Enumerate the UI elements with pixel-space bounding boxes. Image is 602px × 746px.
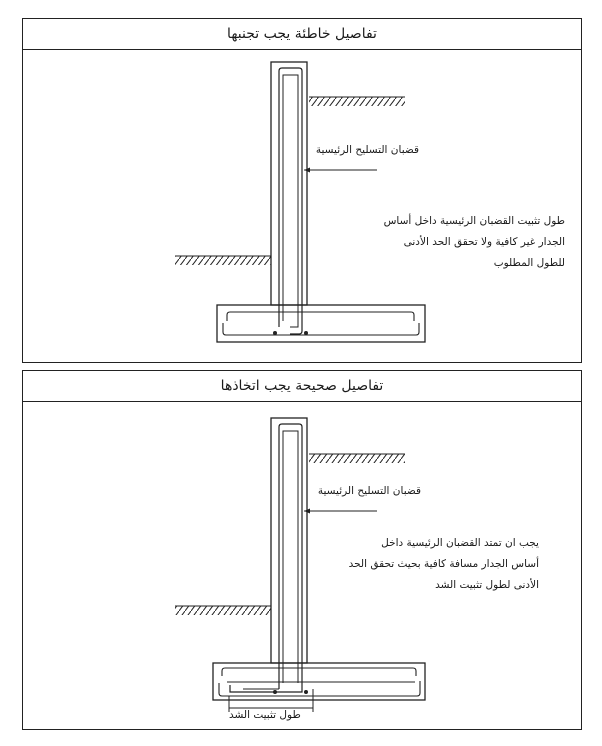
note-line: أساس الجدار مسافة كافية بحيث تحقق الحد — [348, 558, 539, 570]
bar-section-2 — [304, 690, 308, 694]
note-line: الجدار غير كافية ولا تحقق الحد الأدنى — [403, 236, 565, 248]
main-bars-label: قضبان التسليح الرئيسية — [317, 485, 421, 497]
correct-detail-title: تفاصيل صحيحة يجب اتخاذها — [23, 371, 581, 402]
soil-left-hatch — [175, 256, 271, 265]
wrong-detail-title: تفاصيل خاطئة يجب تجنبها — [23, 19, 581, 50]
correct-detail-panel — [22, 370, 582, 730]
footing-bar-top — [227, 312, 414, 321]
bar-section-1 — [273, 690, 277, 694]
note-line: طول تثبيت القضبان الرئيسية داخل أساس — [383, 215, 565, 227]
bar-section-2 — [304, 331, 308, 335]
wrong-detail-note — [384, 211, 565, 274]
footing — [217, 305, 425, 342]
bar-section-1 — [273, 331, 277, 335]
main-reinforcement-bar-inner — [283, 75, 298, 327]
main-reinforcement-bar — [279, 424, 302, 689]
main-reinforcement-bar — [279, 68, 302, 334]
correct-detail-note — [349, 533, 539, 596]
soil-right-hatch — [309, 97, 405, 106]
soil-left-hatch — [175, 606, 271, 615]
soil-right-hatch — [309, 454, 405, 463]
footing-bar-top — [222, 668, 416, 676]
note-line: للطول المطلوب — [493, 257, 565, 269]
main-reinforcement-bar-inner — [283, 431, 298, 683]
wrong-detail-panel — [22, 18, 582, 363]
main-bars-label: قضبان التسليح الرئيسية — [315, 144, 419, 156]
note-line: الأدنى لطول تثبيت الشد — [435, 579, 539, 591]
tension-development-length-label: طول تثبيت الشد — [229, 709, 301, 721]
footing-bar-bottom — [223, 323, 419, 335]
note-line: يجب ان تمتد القضبان الرئيسية داخل — [381, 537, 539, 549]
wrong-detail-drawing — [23, 19, 581, 362]
